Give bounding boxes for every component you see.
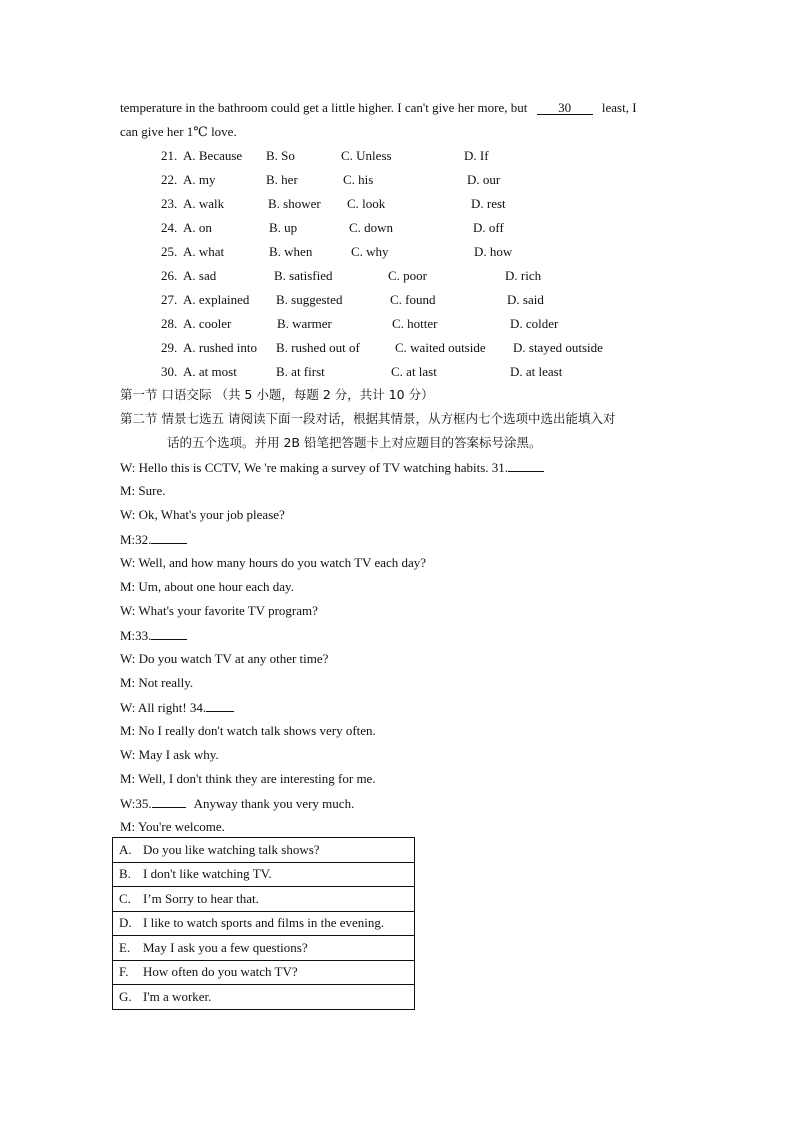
dialogue-line: W: Do you watch TV at any other time? [120,651,329,666]
choice-letter: B. [119,866,131,882]
option-d: D. off [473,220,504,235]
choice-letter: F. [119,964,129,980]
passage-line-2: can give her 1℃ love. [120,124,237,139]
option-c: C. poor [388,268,427,283]
option-d: D. rich [505,268,542,283]
choice-row [113,911,415,936]
dialogue-line: M: No I really don't watch talk shows very often. [120,723,376,738]
section1-heading: 第一节 口语交际 （共 5 小题，每题 2 分，共计 10 分） [120,387,434,402]
choice-letter: D. [119,915,132,931]
dialogue-line: M: You're welcome. [120,819,225,834]
option-c: C. found [390,292,436,307]
option-b: B. when [269,244,313,259]
option-a: A. my [183,172,216,187]
dialogue-line: W: Well, and how many hours do you watch TV each day? [120,555,427,570]
answer-blank [152,795,186,808]
option-b: B. rushed out of [276,340,360,355]
option-a: A. explained [183,292,250,307]
option-a: A. sad [183,268,217,283]
dialogue-line: M: Not really. [120,675,194,690]
dialogue-line: W: All right! 34. [120,699,234,716]
option-c: C. at last [391,364,437,379]
option-a: A. rushed into [183,340,258,355]
passage-text-after-blank: least, I [601,100,637,115]
choice-row [113,887,415,912]
passage-line-1 [120,100,637,116]
question-number: 30. [161,364,178,379]
option-c: C. why [351,244,389,259]
option-a: A. Because [183,148,243,163]
option-d: D. how [474,244,513,259]
choice-row [113,838,415,863]
choice-text: May I ask you a few questions? [143,939,308,955]
choice-text: I’m Sorry to hear that. [143,890,259,906]
choice-row [113,960,415,985]
question-number: 29. [161,340,178,355]
option-a: A. walk [183,196,225,211]
option-b: B. suggested [276,292,343,307]
choice-text: I like to watch sports and films in the evening. [143,915,385,931]
option-a: A. what [183,244,225,259]
dialogue-line: W: May I ask why. [120,747,219,762]
choice-text: How often do you watch TV? [143,964,298,980]
option-a: A. at most [183,364,237,379]
option-b: B. warmer [277,316,332,331]
option-b: B. So [266,148,295,163]
option-b: B. shower [268,196,321,211]
option-a: A. cooler [183,316,232,331]
question-number: 27. [161,292,178,307]
passage-text-before-blank: temperature in the bathroom could get a little higher. I can't give her more, but [120,100,528,115]
question-number: 28. [161,316,178,331]
dialogue-line: W: Ok, What's your job please? [120,507,285,522]
answer-blank [206,699,234,712]
choice-row [113,936,415,961]
dialogue-line: W:35. Anyway thank you very much. [120,796,355,811]
section2-heading-cont: 话的五个选项。并用 2B 铅笔把答题卡上对应题目的答案标号涂黑。 [167,435,542,450]
option-d: D. If [464,148,489,163]
blank-30: 30 [537,101,593,115]
choice-row [113,862,415,887]
option-c: C. look [347,196,386,211]
choice-letter: C. [119,890,131,906]
question-number: 21. [161,148,178,163]
option-c: C. down [349,220,394,235]
option-a: A. on [183,220,212,235]
option-d: D. stayed outside [513,340,603,355]
dialogue-line: W: Hello this is CCTV, We 're making a survey of TV watching habits. 31. [120,459,544,476]
choice-letter: A. [119,841,132,857]
question-number: 25. [161,244,178,259]
dialogue-line: W: What's your favorite TV program? [120,603,318,618]
option-d: D. rest [471,196,506,211]
option-b: B. her [266,172,298,187]
answer-blank [151,627,187,640]
dialogue-line: M: Sure. [120,483,166,498]
option-c: C. waited outside [395,340,486,355]
dialogue-line: M: Um, about one hour each day. [120,579,294,594]
dialogue-line: M:33. [120,627,187,644]
choice-letter: G. [119,988,132,1004]
answer-blank [508,459,544,472]
answer-blank [151,531,187,544]
question-number: 24. [161,220,178,235]
dialogue-line: M:32. [120,531,187,548]
choices-table [112,837,415,1010]
choice-letter: E. [119,939,131,955]
option-c: C. hotter [392,316,438,331]
choice-text: Do you like watching talk shows? [143,841,320,857]
option-c: C. his [343,172,374,187]
option-b: B. at first [276,364,325,379]
option-d: D. at least [510,364,563,379]
option-d: D. colder [510,316,559,331]
option-d: D. said [507,292,544,307]
option-c: C. Unless [341,148,392,163]
option-d: D. our [467,172,501,187]
option-b: B. satisfied [274,268,333,283]
option-b: B. up [269,220,298,235]
question-number: 26. [161,268,178,283]
question-number: 23. [161,196,178,211]
question-number: 22. [161,172,178,187]
section2-heading: 第二节 情景七选五 请阅读下面一段对话，根据其情景，从方框内七个选项中选出能填入对 [120,411,616,426]
choice-row [113,985,415,1010]
dialogue-line: M: Well, I don't think they are interesting for me. [120,771,376,786]
choice-text: I don't like watching TV. [143,866,272,882]
choice-text: I'm a worker. [143,988,212,1004]
